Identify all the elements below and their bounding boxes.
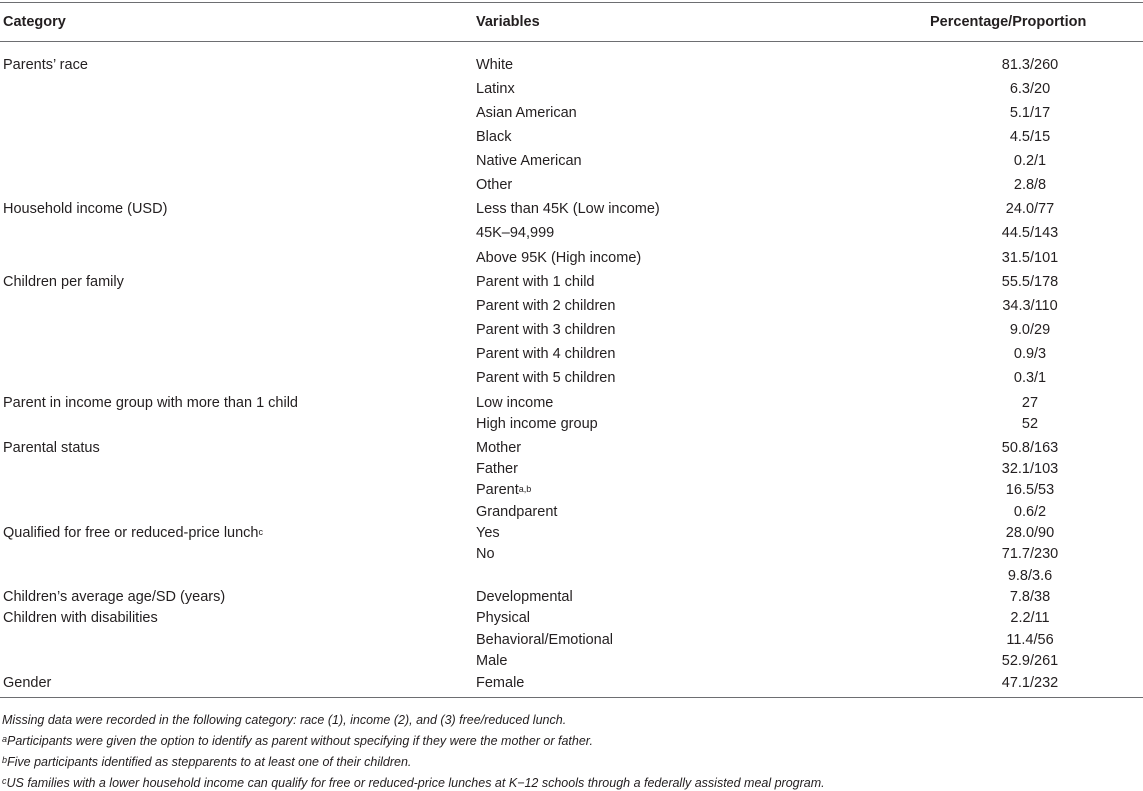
footnote-b-mark: b [2, 755, 8, 765]
value-cell: 55.5/178 [1001, 274, 1059, 290]
value-cell: 31.5/101 [1001, 250, 1059, 266]
value-cell: 32.1/103 [1001, 461, 1059, 477]
value-cell: 16.5/53 [1005, 482, 1055, 498]
value-cell: 5.1/17 [1009, 105, 1051, 121]
variable-cell: Male [476, 653, 508, 669]
value-cell: 52 [1021, 416, 1039, 432]
variable-cell: Developmental [476, 589, 573, 605]
value-cell: 0.2/1 [1013, 153, 1047, 169]
value-cell: 4.5/15 [1009, 129, 1051, 145]
value-cell: 47.1/232 [1001, 675, 1059, 691]
variable-cell: Father [476, 461, 518, 477]
value-cell: 52.9/261 [1001, 653, 1059, 669]
footnote-a-mark: a [2, 734, 8, 744]
variable-cell: Parent with 1 child [476, 274, 595, 290]
footnote-c-mark: c [2, 776, 7, 786]
variable-cell: Behavioral/Emotional [476, 632, 614, 648]
value-cell: 0.9/3 [1013, 346, 1047, 362]
table-top-rule [0, 2, 1143, 3]
value-cell: 7.8/38 [1009, 589, 1051, 605]
variable-cell: High income group [476, 416, 598, 432]
category-free-lunch [3, 525, 263, 541]
variable-cell: Asian American [476, 105, 577, 121]
value-cell: 24.0/77 [1005, 201, 1055, 217]
value-cell: 34.3/110 [1002, 298, 1058, 314]
variable-cell: Native American [476, 153, 582, 169]
value-cell: 28.0/90 [1005, 525, 1055, 541]
value-cell: 2.2/11 [1010, 610, 1050, 626]
footnote-c-text: US families with a lower household income can qualify for free or reduced-price lunches at K−12 schools through a federally assisted meal program. [6, 776, 825, 790]
value-cell: 2.8/8 [1013, 177, 1047, 193]
variable-cell: Less than 45K (Low income) [476, 201, 660, 217]
value-cell: 0.3/1 [1013, 370, 1047, 386]
category-children-age: Children’s average age/SD (years) [3, 589, 226, 605]
variable-cell: Latinx [476, 81, 515, 97]
variable-cell: 45K–94,999 [476, 225, 555, 241]
variable-cell: Low income [476, 395, 554, 411]
header-percentage: Percentage/Proportion [930, 14, 1087, 30]
value-cell: 27 [1021, 395, 1039, 411]
variable-cell-parent [476, 482, 531, 498]
variable-cell: Parent with 2 children [476, 298, 616, 314]
header-category: Category [3, 14, 66, 30]
value-cell: 6.3/20 [1009, 81, 1051, 97]
variable-cell: No [476, 546, 495, 562]
variable-cell: Female [476, 675, 525, 691]
category-children-per-family: Children per family [3, 274, 124, 290]
footnote-a [2, 734, 593, 748]
variable-cell: White [476, 57, 514, 73]
variable-cell: Other [476, 177, 513, 193]
header-rule [0, 41, 1143, 42]
variable-cell: Mother [476, 440, 522, 456]
variable-cell: Above 95K (High income) [476, 250, 642, 266]
variable-cell: Parent with 4 children [476, 346, 616, 362]
footnote-missing: Missing data were recorded in the following category: race (1), income (2), and (3) free/reduced lunch. [2, 713, 567, 727]
value-cell: 81.3/260 [1001, 57, 1059, 73]
category-parental-status: Parental status [3, 440, 100, 456]
category-children-disabilities: Children with disabilities [3, 610, 158, 626]
variable-cell: Grandparent [476, 504, 558, 520]
value-cell: 71.7/230 [1001, 546, 1059, 562]
category-gender: Gender [3, 675, 52, 691]
footnote-b [2, 755, 411, 769]
variable-cell: Physical [476, 610, 530, 626]
header-variables: Variables [476, 14, 540, 30]
value-cell: 0.6/2 [1013, 504, 1047, 520]
footnote-mark-ab: a,b [518, 484, 532, 494]
value-cell: 11.4/56 [1006, 632, 1054, 648]
variable-cell: Black [476, 129, 512, 145]
variable-cell: Yes [476, 525, 500, 541]
footnote-b-text: Five participants identified as stepparents to at least one of their children. [7, 755, 412, 769]
variable-cell: Parent with 5 children [476, 370, 616, 386]
category-free-lunch-label: Qualified for free or reduced-price lunch [3, 525, 259, 541]
footnote-c [2, 776, 825, 790]
category-household-income: Household income (USD) [3, 201, 168, 217]
value-cell: 9.8/3.6 [1007, 568, 1053, 584]
variable-cell: Parent [476, 482, 519, 498]
category-income-group-children: Parent in income group with more than 1 child [3, 395, 298, 411]
value-cell: 50.8/163 [1001, 440, 1059, 456]
value-cell: 9.0/29 [1009, 322, 1051, 338]
footnote-mark-c: c [258, 527, 263, 537]
variable-cell: Parent with 3 children [476, 322, 616, 338]
category-parents-race: Parents’ race [3, 57, 88, 73]
table-bottom-rule [0, 697, 1143, 698]
footnote-a-text: Participants were given the option to identify as parent without specifying if they were the mother or father. [7, 734, 593, 748]
value-cell: 44.5/143 [1001, 225, 1059, 241]
